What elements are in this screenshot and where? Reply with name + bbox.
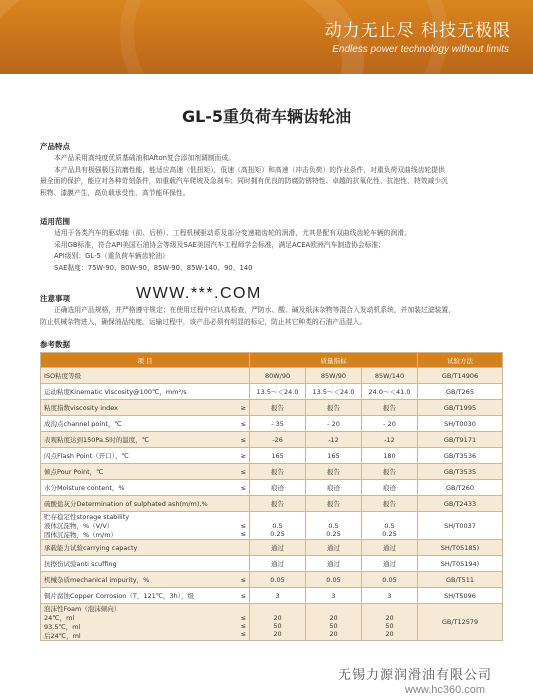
cell-item: 硫酸盐灰分Determination of sulphated ash(m/m),% — [41, 496, 236, 512]
cell-value: 报告 — [306, 400, 362, 416]
cell-value — [361, 604, 417, 641]
cell-compare-sub: ≤ — [240, 622, 247, 630]
cell-item: 运动粘度Kinematic Viscosity@100℃，mm²/s — [41, 384, 236, 400]
cell-value: 85W/140 — [361, 368, 417, 384]
features-line: 最全面的保护，能应对各种苛刻条件，如重载汽车爬坡及急刹车；同时拥有优良的防腐防锈特性、卓越的抗氧化性、抗泡性、特效减少沉 — [40, 177, 448, 185]
spec-table — [40, 352, 503, 641]
slogan-english: Endless power technology without limits — [332, 44, 509, 55]
notice-line: 防止机械杂物进入，确保油品纯度。运输过程中，该产品必须有明显的标记，防止其它种类的石油产品混入。 — [40, 317, 367, 326]
cell-item-sub: 24℃，ml — [44, 614, 75, 622]
cell-item: 闪点Flash Point（开口），℃ — [41, 448, 236, 464]
notice-heading: 注意事项 — [40, 294, 70, 303]
cell-value: 通过 — [361, 556, 417, 572]
header-item: 项 目 — [41, 353, 250, 368]
site-url: www.hc360.com — [405, 684, 486, 696]
cell-compare: ≤ — [235, 416, 250, 432]
company-name: 无锡力源润滑油有限公司 — [338, 668, 493, 683]
cell-method: GB/T511 — [418, 572, 503, 588]
cell-value: 3 — [250, 588, 306, 604]
cell-value: 通过 — [250, 556, 306, 572]
cell-value: 85W/90 — [306, 368, 362, 384]
cell-item: 表观粘度达到150Pa.S时的温度，℃ — [41, 432, 236, 448]
cell-value: 报告 — [306, 496, 362, 512]
cell-value: 报告 — [361, 496, 417, 512]
cell-method: GB/T3536 — [418, 448, 503, 464]
cell-value: 0.05 — [306, 572, 362, 588]
cell-value: - 20 — [361, 416, 417, 432]
table-row — [41, 464, 503, 480]
cell-method: SH/T5096 — [418, 588, 503, 604]
cell-item-sub: 固体沉淀物，%（m/m） — [44, 531, 118, 539]
table-row — [41, 384, 503, 400]
features-text — [40, 153, 510, 199]
table-row — [41, 540, 503, 556]
cell-method: GB/T1995 — [418, 400, 503, 416]
cell-item-title: 贮存稳定性storage stability — [44, 513, 130, 521]
cell-method: GB/T12579 — [418, 604, 503, 641]
cell-compare — [235, 368, 250, 384]
scope-line: 采用GB标准，符合API美国石油协会等级及SAE美国汽车工程师学会标准，满足ACEA欧洲汽车制造协会标准； — [54, 240, 385, 249]
cell-item: 粘度指数viscosity index — [41, 400, 236, 416]
cell-compare-sub: ≤ — [240, 521, 247, 530]
cell-method: SH/T0037 — [418, 512, 503, 540]
notice-text — [40, 305, 510, 328]
table-row — [41, 368, 503, 384]
features-line: 本产品采用高纯度优质基础油和Afton复合添加剂调制而成。 — [54, 154, 235, 162]
cell-item-sub: 93.5℃，ml — [44, 623, 81, 631]
cell-method: GB/T9171 — [418, 432, 503, 448]
cell-method: GB/T3535 — [418, 464, 503, 480]
cell-compare: ≤ — [235, 432, 250, 448]
slogan: 动力无止尽 科技无极限 — [324, 21, 511, 41]
cell-item: 成沟点channel point，℃ — [41, 416, 236, 432]
cell-value-sub: 50 — [385, 622, 394, 630]
cell-value: 报告 — [361, 400, 417, 416]
cell-value-sub: 50 — [329, 622, 338, 630]
cell-value: 165 — [250, 448, 306, 464]
cell-value — [361, 512, 417, 540]
cell-value: 痕迹 — [306, 480, 362, 496]
scope-line: API级别：GL-5（重负荷车辆齿轮油） — [54, 252, 169, 260]
cell-compare-sub: ≤ — [240, 630, 247, 638]
cell-value — [250, 604, 306, 641]
cell-item: ISO粘度等级 — [41, 368, 236, 384]
cell-value: 3 — [306, 588, 362, 604]
cell-value: -26 — [250, 432, 306, 448]
page-title: GL-5重负荷车辆齿轮油 — [181, 107, 352, 126]
cell-value: 180 — [361, 448, 417, 464]
cell-value-sub: 0.25 — [326, 529, 341, 538]
cell-value: 0.05 — [250, 572, 306, 588]
cell-value-sub: 20 — [329, 630, 338, 638]
notice-line: 正确选用产品规格，并严格遵守规定；在使用过程中应认真检查，严防水、酸、碱及纸沫杂物等混合入发动机系统，并加装过滤装置， — [54, 306, 456, 314]
cell-value — [306, 512, 362, 540]
cell-compare — [235, 540, 250, 556]
table-row — [41, 588, 503, 604]
cell-value: 报告 — [250, 496, 306, 512]
cell-value: 报告 — [306, 464, 362, 480]
cell-compare: ≤ — [235, 464, 250, 480]
table-row — [41, 400, 503, 416]
cell-compare-sub: ≤ — [240, 529, 247, 538]
cell-value: 痕迹 — [250, 480, 306, 496]
cell-value: 13.5～＜24.0 — [250, 384, 306, 400]
cell-value — [250, 512, 306, 540]
cell-value-sub: 0.25 — [270, 529, 285, 538]
table-row — [41, 496, 503, 512]
cell-method: GB/T14906 — [418, 368, 503, 384]
cell-value: - 20 — [306, 416, 362, 432]
cell-item-sub: 后24℃，ml — [44, 632, 81, 640]
cell-method: GB/T265 — [418, 384, 503, 400]
features-line: 积物、漆膜产生，高负载承受性、高节能环保性。 — [40, 188, 190, 197]
cell-value-sub: 20 — [385, 630, 394, 638]
table-row — [41, 480, 503, 496]
cell-method: SH/T0030 — [418, 416, 503, 432]
cell-compare: ≤ — [235, 588, 250, 604]
cell-compare — [235, 496, 250, 512]
table-row — [41, 448, 503, 464]
cell-method: SH/T05194) — [418, 556, 503, 572]
cell-value: 80W/90 — [250, 368, 306, 384]
header-method: 试验方法 — [418, 353, 503, 368]
cell-value: 通过 — [306, 556, 362, 572]
cell-value-sub: 0.25 — [382, 529, 397, 538]
cell-value-sub: 20 — [273, 630, 282, 638]
cell-method: GB/T260 — [418, 480, 503, 496]
cell-item: 水分Moisture content，% — [41, 480, 236, 496]
cell-compare-sub: ≤ — [240, 614, 247, 622]
cell-value: -12 — [306, 432, 362, 448]
table-row — [41, 556, 503, 572]
features-heading: 产品特点 — [40, 142, 70, 151]
cell-value: -12 — [361, 432, 417, 448]
cell-value: 165 — [306, 448, 362, 464]
cell-value-sub: 0.5 — [384, 521, 395, 530]
cell-value: 报告 — [250, 464, 306, 480]
cell-item — [41, 604, 236, 641]
cell-value-sub: 50 — [273, 622, 282, 630]
cell-compare — [235, 384, 250, 400]
cell-item: 抗擦伤试验anti scuffing — [41, 556, 236, 572]
cell-compare — [235, 604, 250, 641]
cell-item: 铜片腐蚀Copper Corrosion（T，121℃，3h），级 — [41, 588, 236, 604]
cell-value: - 35 — [250, 416, 306, 432]
cell-item-title: 泡沫性Foam（泡沫倾向） — [44, 605, 121, 613]
cell-value-sub: 20 — [329, 614, 338, 622]
cell-value: 13.5～＜24.0 — [306, 384, 362, 400]
cell-compare: ≤ — [235, 572, 250, 588]
scope-line: 适用于各类汽车的驱动轴（前、后桥）、工程机械驱动系及部分变速箱齿轮的润滑，尤其是配有双曲线齿轮车辆的润滑。 — [54, 229, 411, 237]
cell-value-sub: 20 — [273, 614, 282, 622]
cell-compare: ≥ — [235, 448, 250, 464]
cell-compare: ≤ — [235, 480, 250, 496]
cell-value: 痕迹 — [361, 480, 417, 496]
table-row — [41, 416, 503, 432]
cell-compare — [235, 556, 250, 572]
cell-item: 倾点Pour Point，℃ — [41, 464, 236, 480]
cell-value: 24.0～＜41.0 — [361, 384, 417, 400]
cell-item: 承载能力试验carrying capacty — [41, 540, 236, 556]
cell-value — [306, 604, 362, 641]
cell-compare — [235, 512, 250, 540]
cell-value: 3 — [361, 588, 417, 604]
cell-value: 报告 — [361, 464, 417, 480]
cell-value: 通过 — [250, 540, 306, 556]
cell-value: 通过 — [306, 540, 362, 556]
header-spec: 质量指标 — [250, 353, 418, 368]
table-row — [41, 512, 503, 540]
cell-value-sub: 0.5 — [328, 521, 339, 530]
cell-compare: ≥ — [235, 400, 250, 416]
cell-item — [41, 512, 236, 540]
watermark: WWW.***.COM — [136, 285, 262, 302]
cell-value: 0.05 — [361, 572, 417, 588]
table-row — [41, 604, 503, 641]
cell-item-sub: 液体沉淀物，%（V/V） — [44, 522, 114, 530]
table-header-row — [41, 353, 503, 368]
cell-method: SH/T05185) — [418, 540, 503, 556]
cell-value: 报告 — [250, 400, 306, 416]
scope-heading: 适用范围 — [40, 217, 70, 226]
header-banner — [0, 0, 533, 74]
cell-value-sub: 20 — [385, 614, 394, 622]
ref-heading: 参考数据 — [40, 340, 70, 349]
cell-method: GB/T2433 — [418, 496, 503, 512]
cell-value-sub: 0.5 — [272, 521, 283, 530]
table-row — [41, 572, 503, 588]
scope-line: SAE黏度：75W-90、80W-90、85W-90、85W-140、90、140 — [54, 263, 253, 272]
scope-text — [40, 228, 510, 274]
features-line: 本产品具有极强极压抗磨性能，能适应高速（低扭矩），低速（高扭矩）和高速（冲击负荷）的作业条件，对重负荷双曲线齿轮提供 — [54, 165, 445, 174]
cell-item: 机械杂质mechanical impurity，% — [41, 572, 236, 588]
cell-value: 通过 — [361, 540, 417, 556]
table-row — [41, 432, 503, 448]
